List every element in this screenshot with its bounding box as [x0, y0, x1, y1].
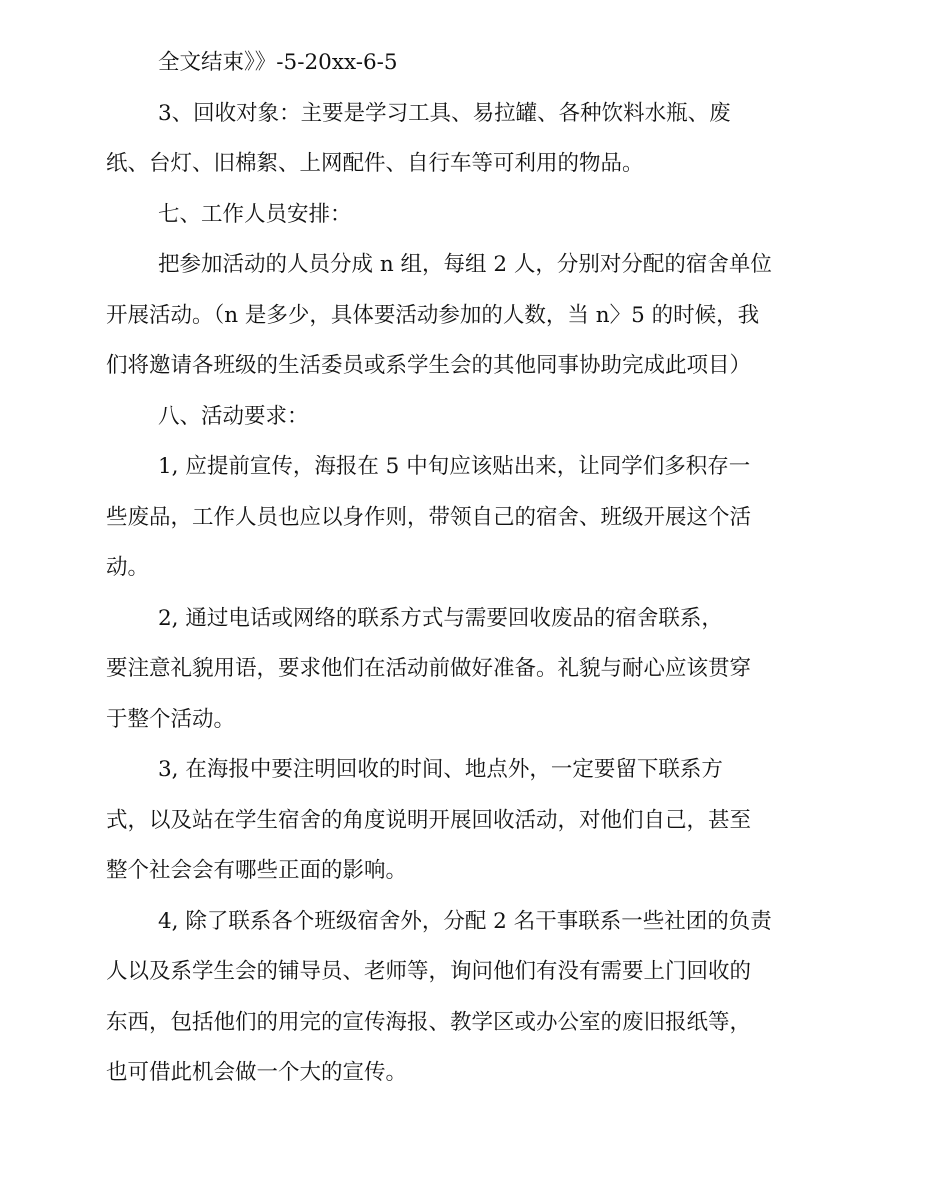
text-line: 式，以及站在学生宿舍的角度说明开展回收活动，对他们自己，甚至 [106, 807, 752, 833]
text-line: 3, 在海报中要注明回收的时间、地点外，一定要留下联系方 [158, 757, 723, 782]
requirement-item-3 [106, 745, 840, 897]
text-line: 于整个活动。 [106, 706, 236, 732]
text-line: 把参加活动的人员分成 n 组，每组 2 人，分别对分配的宿舍单位 [158, 252, 772, 277]
text-line: 3、回收对象：主要是学习工具、易拉罐、各种饮料水瓶、废 [158, 100, 731, 126]
document-page [106, 38, 840, 1099]
text-line: 八、活动要求： [158, 403, 309, 429]
heading-staff-arrangement [106, 190, 840, 241]
paragraph-end-note [106, 38, 840, 89]
text-line: 人以及系学生会的铺导员、老师等，询问他们有没有需要上门回收的 [106, 959, 752, 984]
text-line: 1, 应提前宣传，海报在 5 中旬应该贴出来，让同学们多积存一 [158, 454, 751, 479]
text-line: 开展活动。（n 是多少，具体要活动参加的人数，当 n〉5 的时候，我 [106, 302, 760, 328]
requirement-item-1 [106, 442, 840, 594]
text-line: 要注意礼貌用语，要求他们在活动前做好准备。礼貌与耐心应该贯穿 [106, 656, 752, 681]
text-line: 些废品，工作人员也应以身作则，带领自己的宿舍、班级开展这个活 [106, 504, 752, 530]
text-line: 2, 通过电话或网络的联系方式与需要回收废品的宿舍联系， [158, 605, 723, 631]
paragraph-staff-groups [106, 240, 840, 392]
heading-activity-requirements [106, 392, 840, 443]
text-line: 东西，包括他们的用完的宣传海报、教学区或办公室的废旧报纸等， [106, 1009, 752, 1035]
text-line: 纸、台灯、旧棉絮、上网配件、自行车等可利用的物品。 [106, 151, 644, 176]
requirement-item-2 [106, 594, 840, 746]
text-line: 全文结束》》-5-20xx-6-5 [158, 50, 398, 75]
text-line: 们将邀请各班级的生活委员或系学生会的其他同事协助完成此项目） [106, 353, 752, 378]
text-line: 七、工作人员安排： [158, 201, 352, 227]
text-line: 动。 [106, 555, 150, 580]
text-line: 4, 除了联系各个班级宿舍外，分配 2 名干事联系一些社团的负责 [158, 908, 772, 934]
requirement-item-4 [106, 897, 840, 1099]
paragraph-recycle-targets [106, 89, 840, 190]
text-line: 整个社会会有哪些正面的影响。 [106, 858, 408, 883]
text-line: 也可借此机会做一个大的宣传。 [106, 1060, 408, 1085]
